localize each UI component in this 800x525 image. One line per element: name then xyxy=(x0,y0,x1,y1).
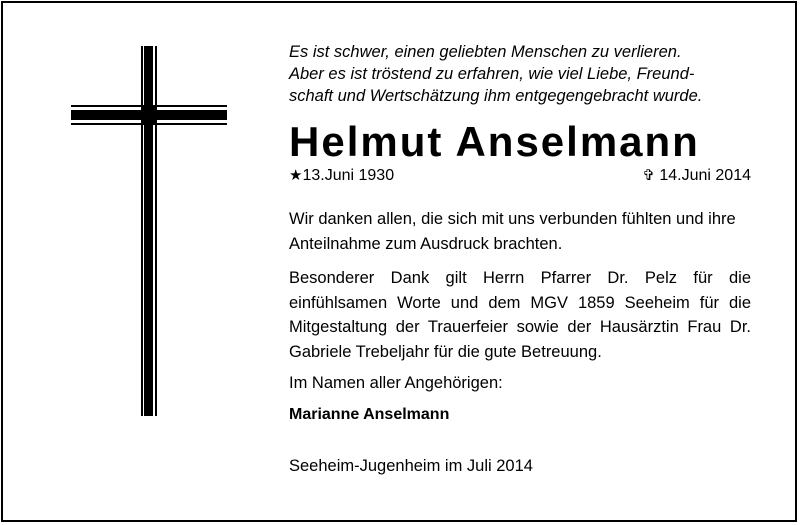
death-cross-icon: ✞ xyxy=(642,167,655,184)
deceased-name: Helmut Anselmann xyxy=(289,118,700,165)
quote-line-2: Aber es ist tröstend zu erfahren, wie viel Liebe, Freund- xyxy=(289,65,695,83)
cross-icon xyxy=(71,46,227,416)
special-thanks-paragraph: Besonderer Dank gilt Herrn Pfarrer Dr. Pelz für die einfühlsamen Worte und dem MGV 1859 Seeheim für die Mitgestaltung der Trauerfeier sowie der Hausärztin Frau Dr. Gabriele Trebeljahr für die gute Betreuung. xyxy=(289,269,751,361)
star-icon: ★ xyxy=(289,167,303,184)
quote xyxy=(289,41,759,107)
on-behalf-line: Im Namen aller Angehörigen: xyxy=(289,374,503,392)
quote-line-3: schaft und Wertschätzung ihm entgegengebracht wurde. xyxy=(289,87,703,105)
place-date: Seeheim-Jugenheim im Juli 2014 xyxy=(289,457,533,475)
quote-line-1: Es ist schwer, einen geliebten Menschen zu verlieren. xyxy=(289,43,682,61)
obituary-card xyxy=(1,1,797,522)
birth-date xyxy=(289,166,394,186)
signature: Marianne Anselmann xyxy=(289,406,450,423)
birth-date-text: 13.Juni 1930 xyxy=(302,167,395,184)
thanks-paragraph: Wir danken allen, die sich mit uns verbunden fühlten und ihre Anteilnahme zum Ausdruck brachten. xyxy=(289,210,736,253)
death-date-text: 14.Juni 2014 xyxy=(654,167,751,184)
death-date xyxy=(642,166,751,186)
